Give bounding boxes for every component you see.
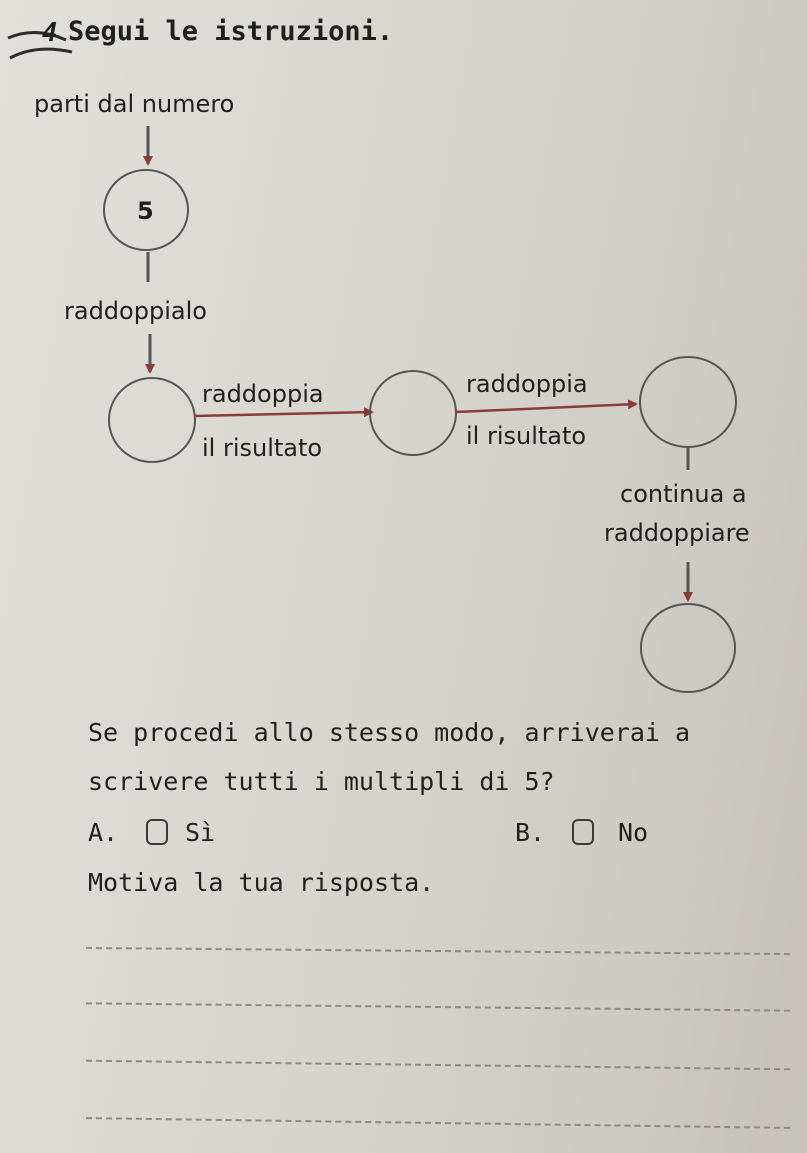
- option-b-label: No: [618, 818, 649, 847]
- start-label: parti dal numero: [34, 90, 235, 118]
- option-a-checkbox[interactable]: [146, 819, 168, 845]
- continue-label-line1: continua a: [620, 480, 747, 508]
- step3-top-label: raddoppia: [466, 370, 588, 398]
- answer-line-4[interactable]: [86, 1117, 790, 1129]
- start-number: 5: [137, 197, 154, 225]
- answer-line-1[interactable]: [86, 947, 790, 955]
- answer-line-3[interactable]: [86, 1060, 790, 1071]
- arrow-circle2-to-circle3: [456, 404, 636, 412]
- motivation-prompt: Motiva la tua risposta.: [88, 868, 435, 897]
- option-a-label: Sì: [185, 818, 216, 847]
- option-a-letter: A.: [88, 818, 119, 847]
- result-circle-1: [109, 378, 195, 462]
- result-circle-3: [640, 357, 736, 447]
- result-circle-4: [641, 604, 735, 692]
- exercise-title: Segui le istruzioni.: [68, 16, 394, 47]
- step2-top-label: raddoppia: [202, 380, 324, 408]
- option-b-checkbox[interactable]: [572, 819, 594, 845]
- arrow-circle1-to-circle2: [194, 412, 372, 416]
- step1-label: raddoppialo: [64, 297, 207, 325]
- step2-bottom-label: il risultato: [202, 434, 323, 462]
- step3-bottom-label: il risultato: [466, 422, 587, 450]
- question-line-1: Se procedi allo stesso modo, arriverai a: [88, 718, 691, 747]
- result-circle-2: [370, 371, 456, 455]
- question-line-2: scrivere tutti i multipli di 5?: [88, 767, 555, 796]
- answer-line-2[interactable]: [86, 1002, 790, 1011]
- continue-label-line2: raddoppiare: [604, 519, 750, 547]
- exercise-number: 4: [42, 18, 58, 48]
- option-b-letter: B.: [515, 818, 546, 847]
